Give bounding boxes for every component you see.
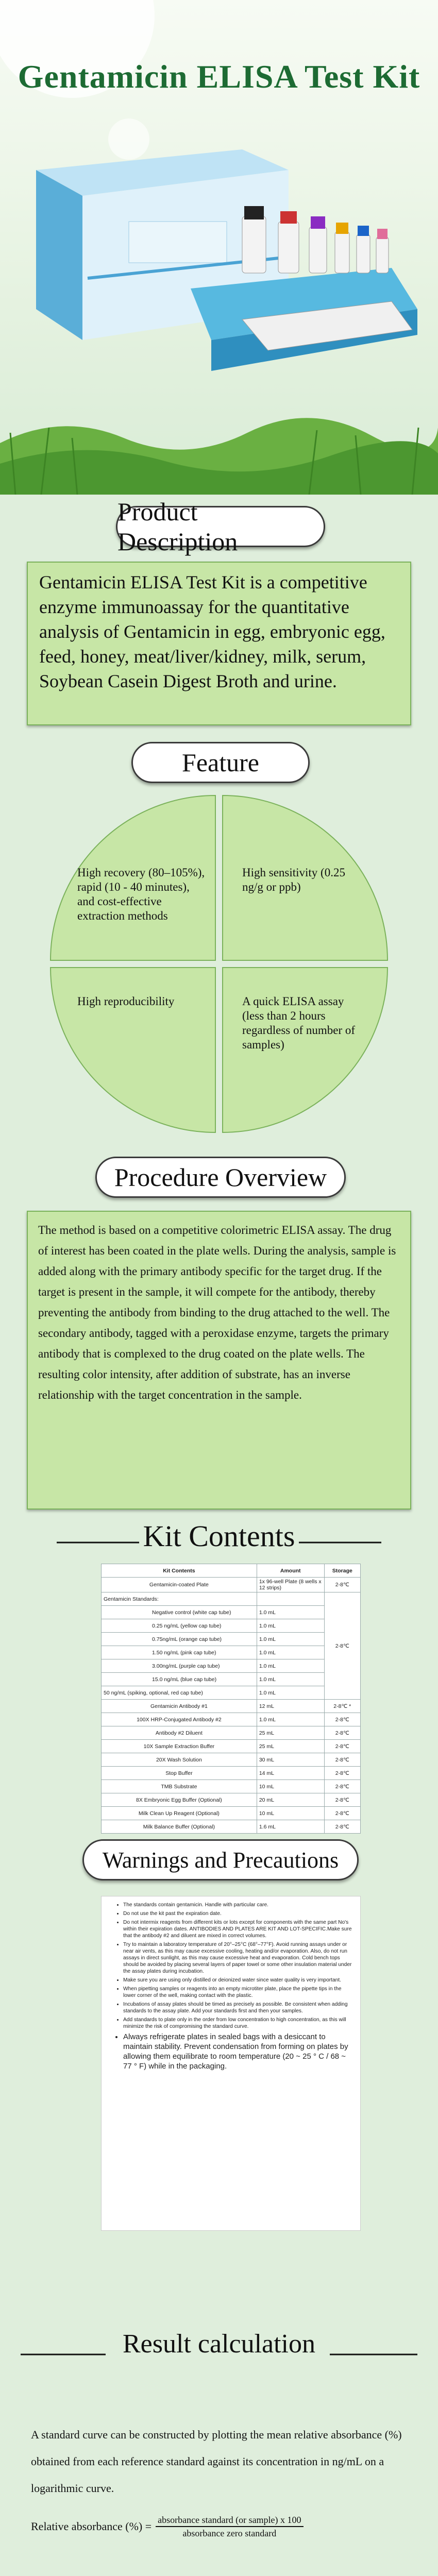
- kit-item-amount: [257, 1592, 324, 1606]
- kit-item-name: 0.75ng/mL (orange cap tube): [102, 1633, 257, 1646]
- kit-contents-heading-rule: [57, 1526, 381, 1557]
- kit-item-storage: 2-8℃: [324, 1780, 360, 1793]
- kit-item-amount: 1.0 mL: [257, 1646, 324, 1659]
- kit-item-amount: 10 mL: [257, 1807, 324, 1820]
- product-description-text: Gentamicin ELISA Test Kit is a competitive enzyme immunoassay for the quantitative analysis of Gentamicin in egg, embryonic egg, feed, honey, meat/liver/kidney, milk, serum, Soybean Casein Digest Broth and urine.: [39, 572, 385, 691]
- result-heading: Result calculation: [122, 2329, 315, 2359]
- kit-item-name: 15.0 ng/mL (blue cap tube): [102, 1673, 257, 1686]
- kit-item-name: TMB Substrate: [102, 1780, 257, 1793]
- procedure-text: The method is based on a competitive colorimetric ELISA assay. The drug of interest has been coated in the plate wells. During the analysis, sample is added along with the primary antibody specific for the target drug. If the target is present in the sample, it will compete for the antibody, thereby preventing the antibody from binding to the drug attached to the well. The secondary antibody, tagged with a peroxidase enzyme, targets the primary antibody that is complexed to the drug coated on the plate wells. The resulting color intensity, after addition of substrate, has an inverse relationship with the target concentration in the sample.: [38, 1224, 396, 1401]
- kit-item-name: 3.00ng/mL (purple cap tube): [102, 1659, 257, 1673]
- kit-item-storage: 2-8℃: [324, 1767, 360, 1780]
- kit-item-name: Gentamicin Antibody #1: [102, 1700, 257, 1713]
- table-row: [102, 1633, 361, 1646]
- table-row: [102, 1753, 361, 1767]
- table-row: [102, 1686, 361, 1700]
- list-item: • When pipetting samples or reagents into an empty microtiter plate, place the pipette tips in the lower corner of the well, making contact with the plastic.: [123, 1986, 353, 1999]
- kit-item-name: 50 ng/mL (spiking, optional, red cap tube): [102, 1686, 257, 1700]
- formula-numerator: absorbance standard (or sample) x 100: [156, 2514, 303, 2527]
- table-row: [102, 1700, 361, 1713]
- table-row: [102, 1592, 361, 1606]
- kit-item-name: Milk Balance Buffer (Optional): [102, 1820, 257, 1834]
- column-header: Amount: [257, 1564, 324, 1578]
- kit-item-amount: 1.0 mL: [257, 1619, 324, 1633]
- result-text-block: [31, 2421, 407, 2540]
- feature-item-reproducibility: High reproducibility: [77, 995, 175, 1008]
- hero-banner: [0, 0, 438, 495]
- feature-item-sensitivity: High sensitivity (0.25 ng/g or ppb): [242, 866, 345, 893]
- kit-item-amount: 10 mL: [257, 1780, 324, 1793]
- kit-item-amount: 1x 96-well Plate (8 wells x 12 strips): [257, 1578, 324, 1592]
- kit-item-amount: 1.0 mL: [257, 1659, 324, 1673]
- kit-item-name: Negative control (white cap tube): [102, 1606, 257, 1619]
- feature-heading: Feature: [131, 742, 310, 783]
- page-title: Gentamicin ELISA Test Kit: [18, 58, 420, 95]
- table-row: [102, 1619, 361, 1633]
- kit-item-amount: 1.0 mL: [257, 1686, 324, 1700]
- kit-item-storage: 2-8℃: [324, 1592, 360, 1700]
- warnings-heading: Warnings and Precautions: [82, 1839, 359, 1880]
- product-description-heading: Product Description: [116, 506, 325, 547]
- kit-item-storage: 2-8℃: [324, 1740, 360, 1753]
- feature-item-quick-assay: A quick ELISA assay (less than 2 hours regardless of number of samples): [242, 995, 356, 1051]
- column-header: Storage: [324, 1564, 360, 1578]
- table-row: [102, 1578, 361, 1592]
- list-item: • Try to maintain a laboratory temperature of 20°–25°C (68°–77°F). Avoid running assays under or near air vents, as this may cause excessive cooling, heating and/or evaporation. Also, do not run assays in direct sunlight, as this may cause excessive heat and evaporation. Cold bench tops should be avoided by placing several layers of paper towel or some other insulation material under the assay plates during incubation.: [123, 1941, 353, 1975]
- product-description-box: [27, 562, 411, 725]
- table-row: [102, 1780, 361, 1793]
- warnings-box: [101, 1896, 361, 2231]
- list-item: • Make sure you are using only distilled or deionized water since water quality is very important.: [123, 1977, 353, 1984]
- table-row: [102, 1659, 361, 1673]
- table-row: [102, 1740, 361, 1753]
- kit-item-name: 10X Sample Extraction Buffer: [102, 1740, 257, 1753]
- kit-item-amount: 1.0 mL: [257, 1673, 324, 1686]
- kit-item-storage: 2-8℃: [324, 1807, 360, 1820]
- feature-circle: [0, 778, 438, 1149]
- list-item: • Do not use the kit past the expiration date.: [123, 1910, 353, 1917]
- kit-item-amount: 1.0 mL: [257, 1633, 324, 1646]
- warnings-list: [109, 1902, 353, 2071]
- kit-item-amount: 25 mL: [257, 1726, 324, 1740]
- kit-item-amount: 1.0 mL: [257, 1713, 324, 1726]
- list-item: • Always refrigerate plates in sealed bags with a desiccant to maintain stability. Prevent condensation from forming on plates by allowing them equilibrate to room temperature (20 ~ 25 ° C / 68 ~ 77 ° F) while in the packaging.: [123, 2032, 353, 2071]
- formula-denominator: absorbance zero standard: [182, 2528, 277, 2538]
- kit-item-amount: 30 mL: [257, 1753, 324, 1767]
- table-row: [102, 1646, 361, 1659]
- kit-table-header: [102, 1564, 361, 1578]
- feature-item-recovery: High recovery (80–105%), rapid (10 - 40 minutes), and cost-effective extraction methods: [77, 866, 205, 922]
- list-item: • Incubations of assay plates should be timed as precisely as possible. Be consistent when adding standards to the assay plate. Add your standards first and then your samples.: [123, 2001, 353, 2014]
- kit-box-image: [36, 149, 417, 371]
- formula-label: Relative absorbance (%) =: [31, 2520, 152, 2533]
- kit-item-name: 1.50 ng/mL (pink cap tube): [102, 1646, 257, 1659]
- procedure-heading: Procedure Overview: [95, 1157, 346, 1198]
- kit-contents-table: [101, 1564, 361, 1834]
- kit-item-name: 8X Embryonic Egg Buffer (Optional): [102, 1793, 257, 1807]
- kit-item-storage: 2-8℃: [324, 1820, 360, 1834]
- kit-item-name: Stop Buffer: [102, 1767, 257, 1780]
- table-row: [102, 1606, 361, 1619]
- table-row: [102, 1673, 361, 1686]
- kit-item-name: Milk Clean Up Reagent (Optional): [102, 1807, 257, 1820]
- kit-item-storage: 2-8℃: [324, 1726, 360, 1740]
- kit-item-storage: 2-8℃: [324, 1793, 360, 1807]
- kit-item-name: Gentamicin Standards:: [102, 1592, 257, 1606]
- list-item: • The standards contain gentamicin. Handle with particular care.: [123, 1902, 353, 1908]
- table-row: [102, 1793, 361, 1807]
- table-row: [102, 1713, 361, 1726]
- list-item: • Add standards to plate only in the order from low concentration to high concentration, as this will minimize the risk of compromising the standard curve.: [123, 2016, 353, 2030]
- kit-item-storage: 2-8℃: [324, 1578, 360, 1592]
- column-header: Kit Contents: [102, 1564, 257, 1578]
- result-heading-rule: [21, 2339, 417, 2370]
- kit-item-amount: 1.0 mL: [257, 1606, 324, 1619]
- kit-item-name: Antibody #2 Diluent: [102, 1726, 257, 1740]
- kit-item-storage: 2-8℃: [324, 1713, 360, 1726]
- table-row: [102, 1807, 361, 1820]
- kit-item-name: Gentamicin-coated Plate: [102, 1578, 257, 1592]
- kit-item-storage: 2-8℃: [324, 1753, 360, 1767]
- table-row: [102, 1820, 361, 1834]
- list-item: • Do not intermix reagents from different kits or lots except for components with the same part No's within their expiration dates. ANTIBODIES AND PLATES ARE KIT AND LOT-SPECIFIC.Make sure that the antibody #2 and diluent are mixed in correct volumes.: [123, 1919, 353, 1939]
- kit-item-amount: 1.6 mL: [257, 1820, 324, 1834]
- result-description: A standard curve can be constructed by plotting the mean relative absorbance (%) obtained from each reference standard against its concentration in ng/mL on a logarithmic curve.: [31, 2428, 402, 2495]
- kit-item-amount: 14 mL: [257, 1767, 324, 1780]
- kit-item-amount: 12 mL: [257, 1700, 324, 1713]
- table-row: [102, 1767, 361, 1780]
- result-formula: [31, 2513, 407, 2540]
- kit-item-amount: 25 mL: [257, 1740, 324, 1753]
- kit-contents-heading: Kit Contents: [143, 1519, 295, 1553]
- procedure-box: [27, 1211, 411, 1510]
- formula-fraction: [156, 2514, 303, 2539]
- kit-item-storage: 2-8℃ *: [324, 1700, 360, 1713]
- kit-item-name: 100X HRP-Conjugated Antibody #2: [102, 1713, 257, 1726]
- kit-item-amount: 20 mL: [257, 1793, 324, 1807]
- kit-item-name: 20X Wash Solution: [102, 1753, 257, 1767]
- kit-item-name: 0.25 ng/mL (yellow cap tube): [102, 1619, 257, 1633]
- table-row: [102, 1726, 361, 1740]
